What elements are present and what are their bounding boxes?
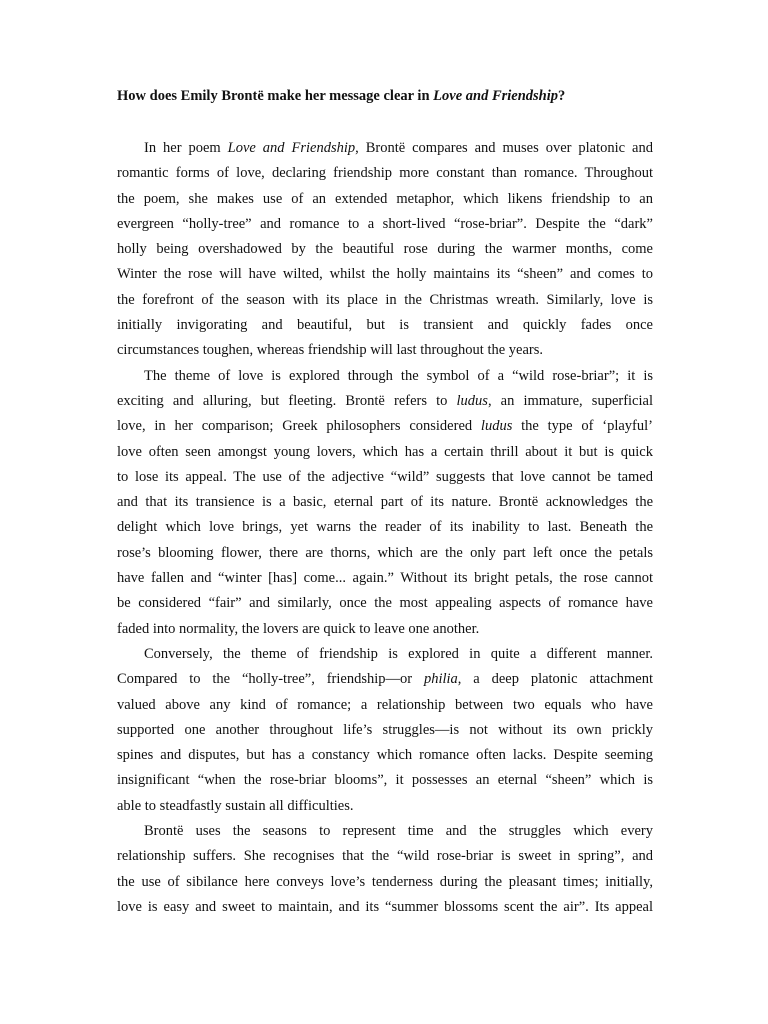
text-run: able to steadfastly sustain all difficulties. <box>117 797 354 814</box>
text-run: relationship suffers. She recognises that the “wild rose-briar is sweet in spring”, and <box>117 848 653 865</box>
text-run: circumstances toughen, whereas friendship will last throughout the years. <box>117 342 544 359</box>
text-run: the poem, she makes use of an extended metaphor, which likens friendship to an <box>117 190 653 207</box>
paragraph-line <box>117 338 653 363</box>
italic-text: Love and Friendship <box>227 140 356 156</box>
text-run: love is easy and sweet to maintain, and its “summer blossoms scent the air”. Its appeal <box>117 898 653 915</box>
paragraph <box>117 819 653 920</box>
text-run: supported one another throughout life’s struggles—is not without its own prickly <box>117 721 653 738</box>
paragraph-line <box>117 288 653 313</box>
text-run: Brontë uses the seasons to represent time and the struggles which every <box>144 823 653 840</box>
paragraph-line <box>117 313 653 338</box>
essay-title-suffix: ? <box>558 88 566 104</box>
paragraph-line <box>117 541 653 566</box>
text-run: insignificant “when the rose-briar blooms”, it possesses an eternal “sheen” which is <box>117 772 653 789</box>
paragraph-line <box>117 768 653 793</box>
paragraph-line <box>117 591 653 616</box>
paragraph-line <box>117 566 653 591</box>
text-run: evergreen “holly-tree” and romance to a short-lived “rose-briar”. Despite the “dark” <box>117 215 653 232</box>
text-run: be considered “fair” and similarly, once the most appealing aspects of romance have <box>117 595 653 612</box>
paragraph-line <box>117 819 653 844</box>
paragraph-line <box>117 743 653 768</box>
text-run: , Brontë compares and muses over platonic and <box>355 140 653 156</box>
text-run: initially invigorating and beautiful, but is transient and quickly fades once <box>117 317 653 334</box>
paragraph-line <box>117 515 653 540</box>
paragraph-line <box>117 794 653 819</box>
paragraph-line <box>117 389 653 414</box>
paragraph-line <box>117 262 653 287</box>
paragraph-line <box>117 136 653 161</box>
text-run: rose’s blooming flower, there are thorns, which are the only part left once the petals <box>117 544 653 561</box>
paragraph-line <box>117 440 653 465</box>
italic-text: philia <box>423 671 458 688</box>
text-run: have fallen and “winter [has] come... again.” Without its bright petals, the rose cannot <box>117 570 653 587</box>
paragraph-line <box>117 718 653 743</box>
essay-title-prefix: How does Emily Brontë make her message clear in <box>117 88 434 104</box>
paragraph-line <box>117 465 653 490</box>
text-run: delight which love brings, yet warns the reader of its inability to last. Beneath the <box>117 519 653 536</box>
text-run: Conversely, the theme of friendship is explored in quite a different manner. <box>144 645 653 662</box>
text-run: Compared to the “holly-tree”, friendship—or <box>117 671 424 688</box>
essay-title-work: Love and Friendship <box>433 88 559 104</box>
essay-title <box>117 86 677 106</box>
paragraph-line <box>117 187 653 212</box>
paragraph-line <box>117 693 653 718</box>
text-run: , an immature, superficial <box>487 392 653 409</box>
text-run: exciting and alluring, but fleeting. Brontë refers to <box>117 392 457 409</box>
italic-text: ludus <box>480 418 513 435</box>
paragraph <box>117 136 653 364</box>
paragraph <box>117 642 653 819</box>
paragraph-line <box>117 212 653 237</box>
paragraph-line <box>117 870 653 895</box>
paragraph-line <box>117 414 653 439</box>
text-run: romantic forms of love, declaring friendship more constant than romance. Throughout <box>117 165 653 182</box>
text-run: The theme of love is explored through the symbol of a “wild rose-briar”; it is <box>144 367 653 384</box>
essay-body <box>117 136 653 920</box>
paragraph-line <box>117 667 653 692</box>
text-run: faded into normality, the lovers are quick to leave one another. <box>117 620 480 637</box>
text-run: love often seen amongst young lovers, which has a certain thrill about it but is quick <box>117 443 653 460</box>
paragraph-line <box>117 617 653 642</box>
paragraph-line <box>117 895 653 920</box>
text-run: , a deep platonic attachment <box>457 671 653 688</box>
text-run: In her poem <box>144 140 228 156</box>
text-run: love, in her comparison; Greek philosophers considered <box>117 418 481 435</box>
italic-text: ludus <box>456 392 488 409</box>
text-run: spines and disputes, but has a constancy which romance often lacks. Despite seeming <box>117 747 653 764</box>
paragraph-line <box>117 844 653 869</box>
paragraph-line <box>117 364 653 389</box>
text-run: to lose its appeal. The use of the adjective “wild” suggests that love cannot be tamed <box>117 468 653 485</box>
text-run: valued above any kind of romance; a relationship between two equals who have <box>117 696 653 713</box>
paragraph-line <box>117 642 653 667</box>
paragraph <box>117 364 653 642</box>
paragraph-line <box>117 237 653 262</box>
text-run: the forefront of the season with its place in the Christmas wreath. Similarly, love is <box>117 291 653 308</box>
text-run: the type of ‘playful’ <box>512 418 653 435</box>
text-run: and that its transience is a basic, eternal part of its nature. Brontë acknowledges the <box>117 494 653 511</box>
text-run: Winter the rose will have wilted, whilst the holly maintains its “sheen” and comes to <box>117 266 653 283</box>
text-run: holly being overshadowed by the beautiful rose during the warmer months, come <box>117 241 653 258</box>
text-run: the use of sibilance here conveys love’s tenderness during the pleasant times; initially, <box>117 873 653 890</box>
paragraph-line <box>117 161 653 186</box>
paragraph-line <box>117 490 653 515</box>
